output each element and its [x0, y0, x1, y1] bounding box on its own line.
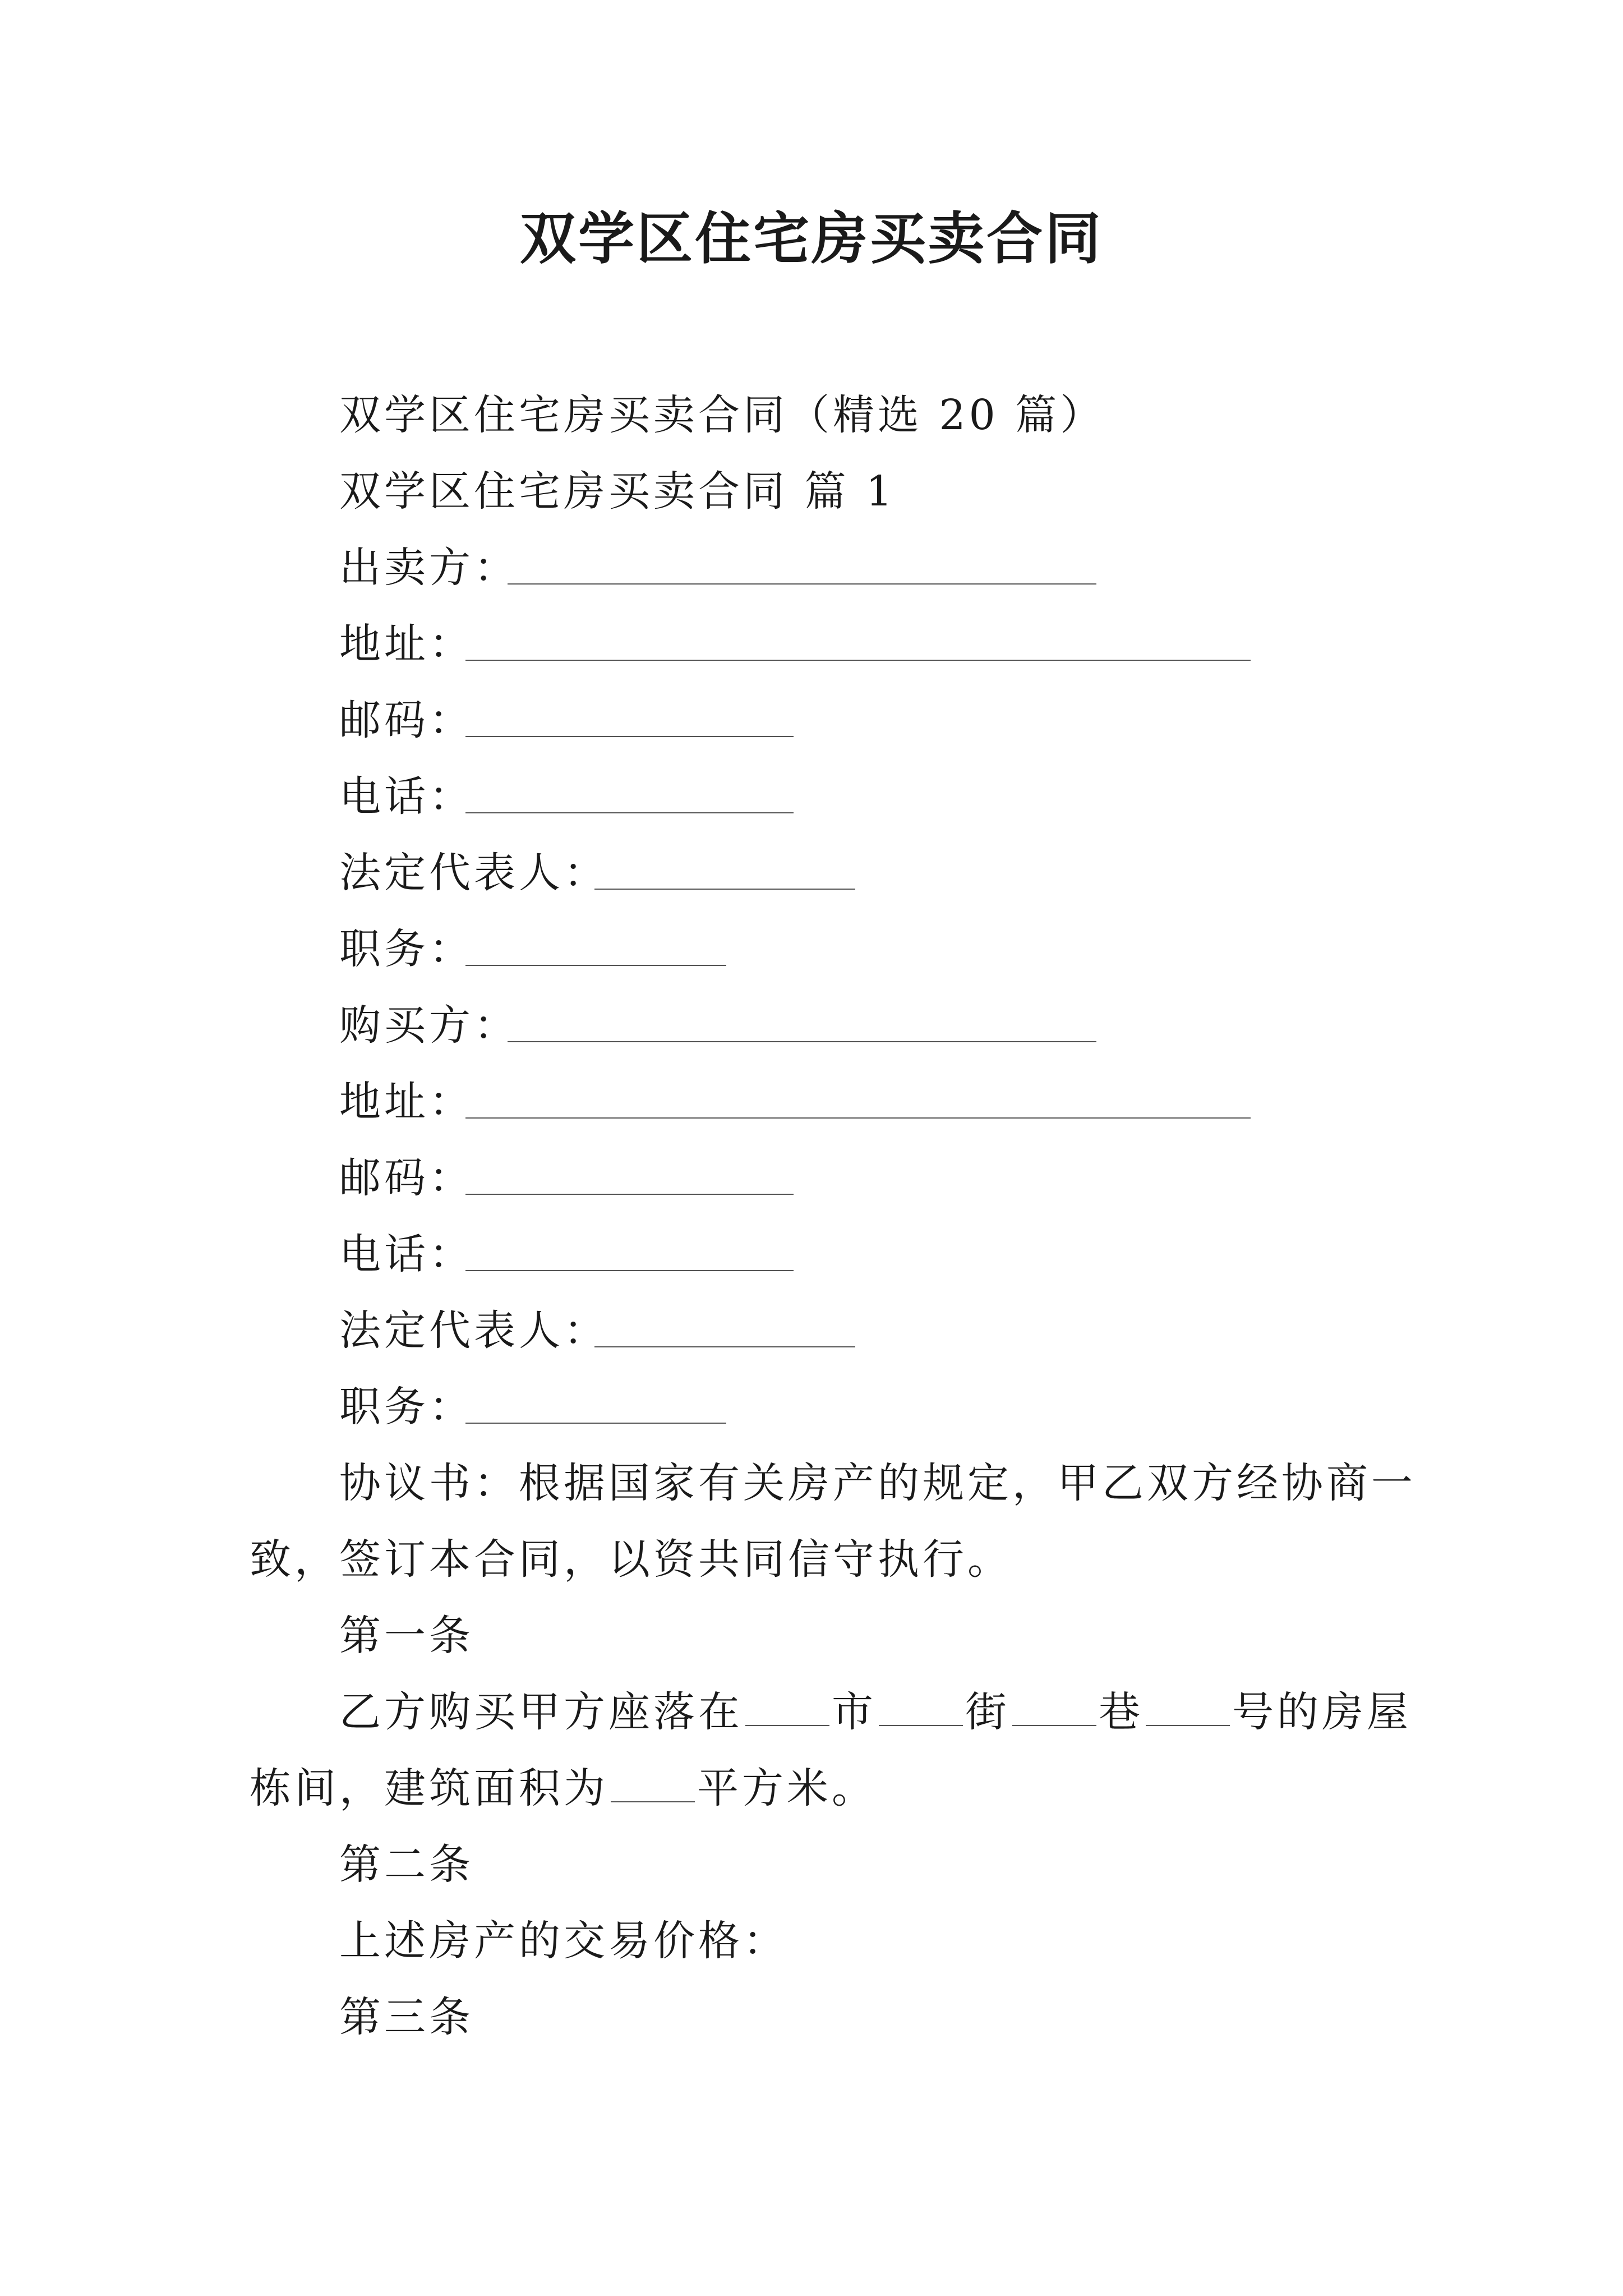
seller-legal-rep-blank[interactable]	[594, 889, 855, 890]
seller-position-label: 职务：	[339, 925, 474, 973]
article-1-text-line-1	[339, 1684, 1412, 1740]
article-1-text-part: 乙方购买甲方座落在	[339, 1688, 743, 1736]
buyer-postcode-label: 邮码：	[339, 1154, 474, 1202]
buyer-position-blank[interactable]	[465, 1423, 726, 1424]
article-1-text-line-2	[250, 1760, 877, 1816]
buyer-party-label: 购买方：	[339, 1001, 519, 1050]
section-heading: 双学区住宅房买卖合同 篇 1	[339, 467, 896, 516]
buyer-position-label: 职务：	[339, 1383, 474, 1431]
street-blank[interactable]	[879, 1690, 963, 1726]
article-1-text-part: 街	[965, 1688, 1010, 1736]
article-1-heading: 第一条	[339, 1612, 474, 1660]
seller-address-label: 地址：	[339, 620, 474, 668]
buyer-legal-rep-blank[interactable]	[594, 1346, 855, 1347]
seller-address-blank[interactable]	[465, 660, 1251, 661]
article-2-heading: 第二条	[339, 1841, 474, 1889]
article-1-text-part: 号的房屋	[1232, 1688, 1412, 1736]
seller-phone-label: 电话：	[339, 772, 474, 821]
buyer-phone-label: 电话：	[339, 1230, 474, 1278]
article-2-text: 上述房产的交易价格：	[339, 1917, 788, 1965]
seller-postcode-label: 邮码：	[339, 696, 474, 744]
seller-postcode-blank[interactable]	[465, 736, 794, 737]
number-blank[interactable]	[1146, 1690, 1230, 1726]
seller-position-blank[interactable]	[465, 965, 726, 966]
buyer-address-label: 地址：	[339, 1078, 474, 1126]
seller-party-label: 出卖方：	[339, 544, 519, 592]
buyer-phone-blank[interactable]	[465, 1270, 794, 1271]
agreement-text-line-2: 致，签订本合同，以资共同信守执行。	[250, 1535, 1012, 1584]
seller-party-blank[interactable]	[508, 583, 1096, 585]
agreement-text-line-1: 协议书：根据国家有关房产的规定，甲乙双方经协商一	[339, 1459, 1416, 1507]
article-1-text-part: 巷	[1099, 1688, 1144, 1736]
buyer-postcode-blank[interactable]	[465, 1194, 794, 1195]
document-subtitle: 双学区住宅房买卖合同（精选 20 篇）	[339, 391, 1105, 439]
buyer-party-blank[interactable]	[508, 1041, 1096, 1042]
document-title: 双学区住宅房买卖合同	[520, 205, 1103, 272]
buyer-address-blank[interactable]	[465, 1117, 1251, 1119]
article-1-text-part: 平方米。	[697, 1764, 877, 1812]
buyer-legal-rep-label: 法定代表人：	[339, 1306, 608, 1355]
lane-blank[interactable]	[1012, 1690, 1096, 1726]
city-blank[interactable]	[745, 1690, 829, 1726]
seller-legal-rep-label: 法定代表人：	[339, 849, 608, 897]
seller-phone-blank[interactable]	[465, 812, 794, 813]
area-blank[interactable]	[611, 1766, 695, 1802]
article-3-heading: 第三条	[339, 1993, 474, 2041]
article-1-text-part: 栋间，建筑面积为	[250, 1764, 608, 1812]
article-1-text-part: 市	[832, 1688, 877, 1736]
